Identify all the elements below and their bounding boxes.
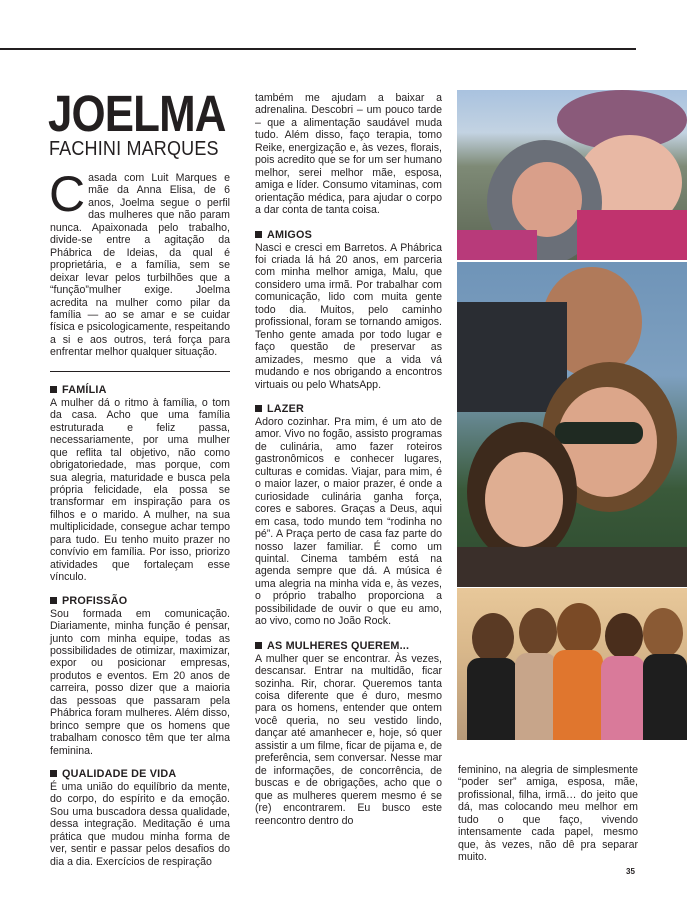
square-bullet-icon [255,231,262,238]
sunglasses-shape [555,422,643,444]
section-text-qualidade: É uma união do equilíbrio da mente, do corpo, do espírito e da emoção. Sou uma buscadora dessa qualidade, dessa integração. Meditação é uma prática que mudou minha forma de ver, sentir e passar pelos desafios do dia a dia. Exercícios de respiração [50,781,230,868]
woman-5-dress [643,654,687,740]
column-right [458,764,638,864]
section-heading-qualidade: QUALIDADE DE VIDA [50,768,230,781]
woman-3-hair [557,603,601,655]
woman-1-hair [472,613,514,663]
clothes-shape [457,547,687,587]
section-heading-mulheres: AS MULHERES QUEREM... [255,640,442,653]
article-title: JOELMA [48,85,226,142]
girl-face-shape [485,452,563,547]
section-heading-profissao: PROFISSÃO [50,595,230,608]
section-heading-amigos: AMIGOS [255,229,442,242]
section-heading-lazer: LAZER [255,403,442,416]
woman-2-hair [519,608,557,656]
woman-3-dress [553,650,603,740]
section-heading-familia: FAMÍLIA [50,384,230,397]
square-bullet-icon [50,597,57,604]
section-text-profissao: Sou formada em comunicação. Diariamente, minha função é pensar, junto com minha equipe, todas as possibilidades de otimizar, maximizar, expor ou posicionar empresas, produtos e eventos. Em 20 anos de carreira, posso dizer que a maioria das pessoas que passaram pela Phábrica foram mulheres. Além disso, brinco sempre que os homens que trabalham conosco têm que ter alma feminina. [50,607,230,757]
section-text-lazer: Adoro cozinhar. Pra mim, é um ato de amor. Vivo no fogão, assisto programas de culinária, amo fazer roteiros gastronômicos e conhecer lugares, culturas e comidas. Viajar, para mim, é o maior lazer, o maior prazer, é onde a curiosidade culinária ganha força, cores e sabores. Graças a Deus, aqui em casa, todo mundo tem “rodinha no pé”. A Praça perto de casa faz parte do nosso lazer familiar. É como um quintal. Cinema também está na agenda sempre que dá. A música é uma alegria na minha vida e, às vezes, o próprio trabalho proporciona a possibilidade de ouvir o que eu amo, ao vivo, como no João Rock. [255,415,442,628]
square-bullet-icon [255,405,262,412]
woman-1-dress [467,658,517,740]
section-text-mulheres-cont: feminino, na alegria de simplesmente “poder ser” amiga, esposa, mãe, profissional, filha, irmã… do jeito que dá, mas colocando meu melhor em tudo o que faço, vivendo intensamente cada papel, mesmo que, às vezes, não dê pra separar muito. [458,764,638,864]
column-left [49,166,230,868]
drop-cap: C [49,166,86,222]
top-rule [0,48,636,50]
section-text-qualidade-cont: também me ajudam a baixar a adrenalina. Descobri – um pouco tarde – que a alimentação saudável muda tudo. Além disso, faço terapia, tomo Reike, energização e, às vezes, florais, pois acredito que se for um ser humano melhor, serei melhor mãe, esposa, amiga e líder. Consumo vitaminas, com orientação médica, para ajudar o corpo a dar conta de tanta coisa. [255,92,442,217]
woman-4-dress [601,656,645,740]
section-divider [50,371,230,372]
column-middle [255,92,442,827]
square-bullet-icon [50,386,57,393]
intro-text: asada com Luit Marques e mãe da Anna Elisa, de 6 anos, Joelma segue o perfil das mulheres que não param nunca. Apaixonada pelo trabalho, divide-se entre a agitação da Phábrica de Ideias, da qual é proprietária, e a família, sem se deixar levar pelos turbilhões que a “função”mulher exige. Joelma acredita na mulher como pilar da família — ao se amar e se cuidar física e psicologicamente, respeitando a si e aos outros, terá força para enfrentar melhor qualquer situação. [50,172,230,359]
photo-mother-daughter-snow [457,90,687,260]
article-subtitle: FACHINI MARQUES [49,138,219,160]
intro-paragraph [49,166,230,359]
photo-family-selfie [457,262,687,587]
woman-5-hair [643,608,683,658]
scarf-shape [457,230,537,260]
woman-4-hair [605,613,643,659]
page-number: 35 [626,867,635,876]
photo-group-women [457,588,687,740]
section-text-mulheres: A mulher quer se encontrar. Às vezes, descansar. Entrar na multidão, ficar sozinha. Rir, chorar. Queremos tanta coisa diferente que é duro, mesmo para os homens, entender que ontem você queria, no seu vestido lindo, dançar até amanhecer e, hoje, só quer assistir a um filme, ficar de pijama e, de preferência, sem conversar. Nesse mar de informações, de concorrência, de buscas e de obrigações, acho que o que as mulheres querem mesmo é se (re) encontrarem. Eu busco este reencontro dentro do [255,652,442,827]
square-bullet-icon [50,770,57,777]
section-text-familia: A mulher dá o ritmo à família, o tom da casa. Acho que uma família estruturada e feliz passa, necessariamente, por uma mulher que reflita tal objetivo, não como obrigatoriedade, mas porque, com sua alegria, maturidade e busca pela própria felicidade, ela possa se transformar em inspiração para os filhos e o marido. A mulher, na sua multiplicidade, consegue achar tempo para tudo. Eu tenho muito prazer no convívio em família. Por isso, priorizo atividades que fortaleçam esse vínculo. [50,396,230,584]
woman-2-dress [515,653,557,740]
square-bullet-icon [255,642,262,649]
section-text-amigos: Nasci e cresci em Barretos. A Phábrica foi criada lá há 20 anos, em parceria com minha melhor amiga, Malu, que considero uma irmã. Por trabalhar com comunicação, lido com muita gente todo dia. Muitos, pelo caminho profissional, foram se tornando amigos. Tenho gente amada por todo lugar e faço questão de preservar as amizades, mesmo que a vida vá mudando e nos obrigando a encontros virtuais ou pelo WhatsApp. [255,241,442,391]
pink-jacket-shape [577,210,687,260]
child-face-shape [512,162,582,237]
father-shirt-shape [457,302,567,412]
